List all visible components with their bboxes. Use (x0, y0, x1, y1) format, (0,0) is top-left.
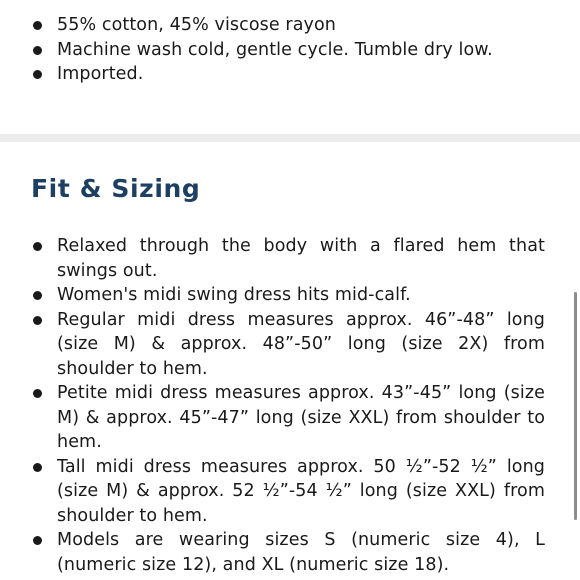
section-divider (0, 134, 580, 142)
list-item (0, 308, 580, 382)
list-item-text: Machine wash cold, gentle cycle. Tumble dry low. (57, 39, 493, 60)
list-item-text: Regular midi dress measures approx. 46”-48” long (size M) & approx. 48”-50” long (size 2X) from shoulder to hem. (57, 309, 545, 379)
list-item-text: Petite midi dress measures approx. 43”-45” long (size M) & approx. 45”-47” long (size XXL) from shoulder to hem. (57, 383, 545, 452)
bullet-icon (33, 70, 42, 79)
bullet-icon (33, 536, 42, 545)
list-item-text: Tall midi dress measures approx. 50 ½”-52 ½” long (size M) & approx. 52 ½”-54 ½” long (size XXL) from shoulder to hem. (57, 456, 545, 526)
care-details-list (0, 13, 580, 87)
list-item-text: Women's midi swing dress hits mid-calf. (57, 285, 411, 305)
bullet-icon (33, 242, 42, 251)
list-item-text: Models are wearing sizes S (numeric size 4), L (numeric size 12), and XL (numeric size 18). (57, 530, 545, 575)
list-item-text: Imported. (57, 64, 144, 84)
bullet-icon (33, 46, 42, 55)
list-item-text: Relaxed through the body with a flared hem that swings out. (57, 236, 545, 281)
list-item (0, 528, 580, 577)
list-item-text: 55% cotton, 45% viscose rayon (57, 15, 336, 35)
list-item (0, 13, 580, 38)
fit-sizing-list (0, 234, 580, 577)
list-item (0, 234, 580, 283)
section-heading-fit-sizing: Fit & Sizing (31, 174, 201, 203)
bullet-icon (33, 316, 42, 325)
list-item (0, 62, 580, 87)
list-item (0, 381, 580, 455)
bullet-icon (33, 389, 42, 398)
bullet-icon (33, 463, 42, 472)
bullet-icon (33, 21, 42, 30)
list-item (0, 38, 580, 63)
scrollbar-thumb[interactable] (574, 292, 577, 520)
list-item (0, 283, 580, 308)
list-item (0, 455, 580, 529)
bullet-icon (33, 291, 42, 300)
